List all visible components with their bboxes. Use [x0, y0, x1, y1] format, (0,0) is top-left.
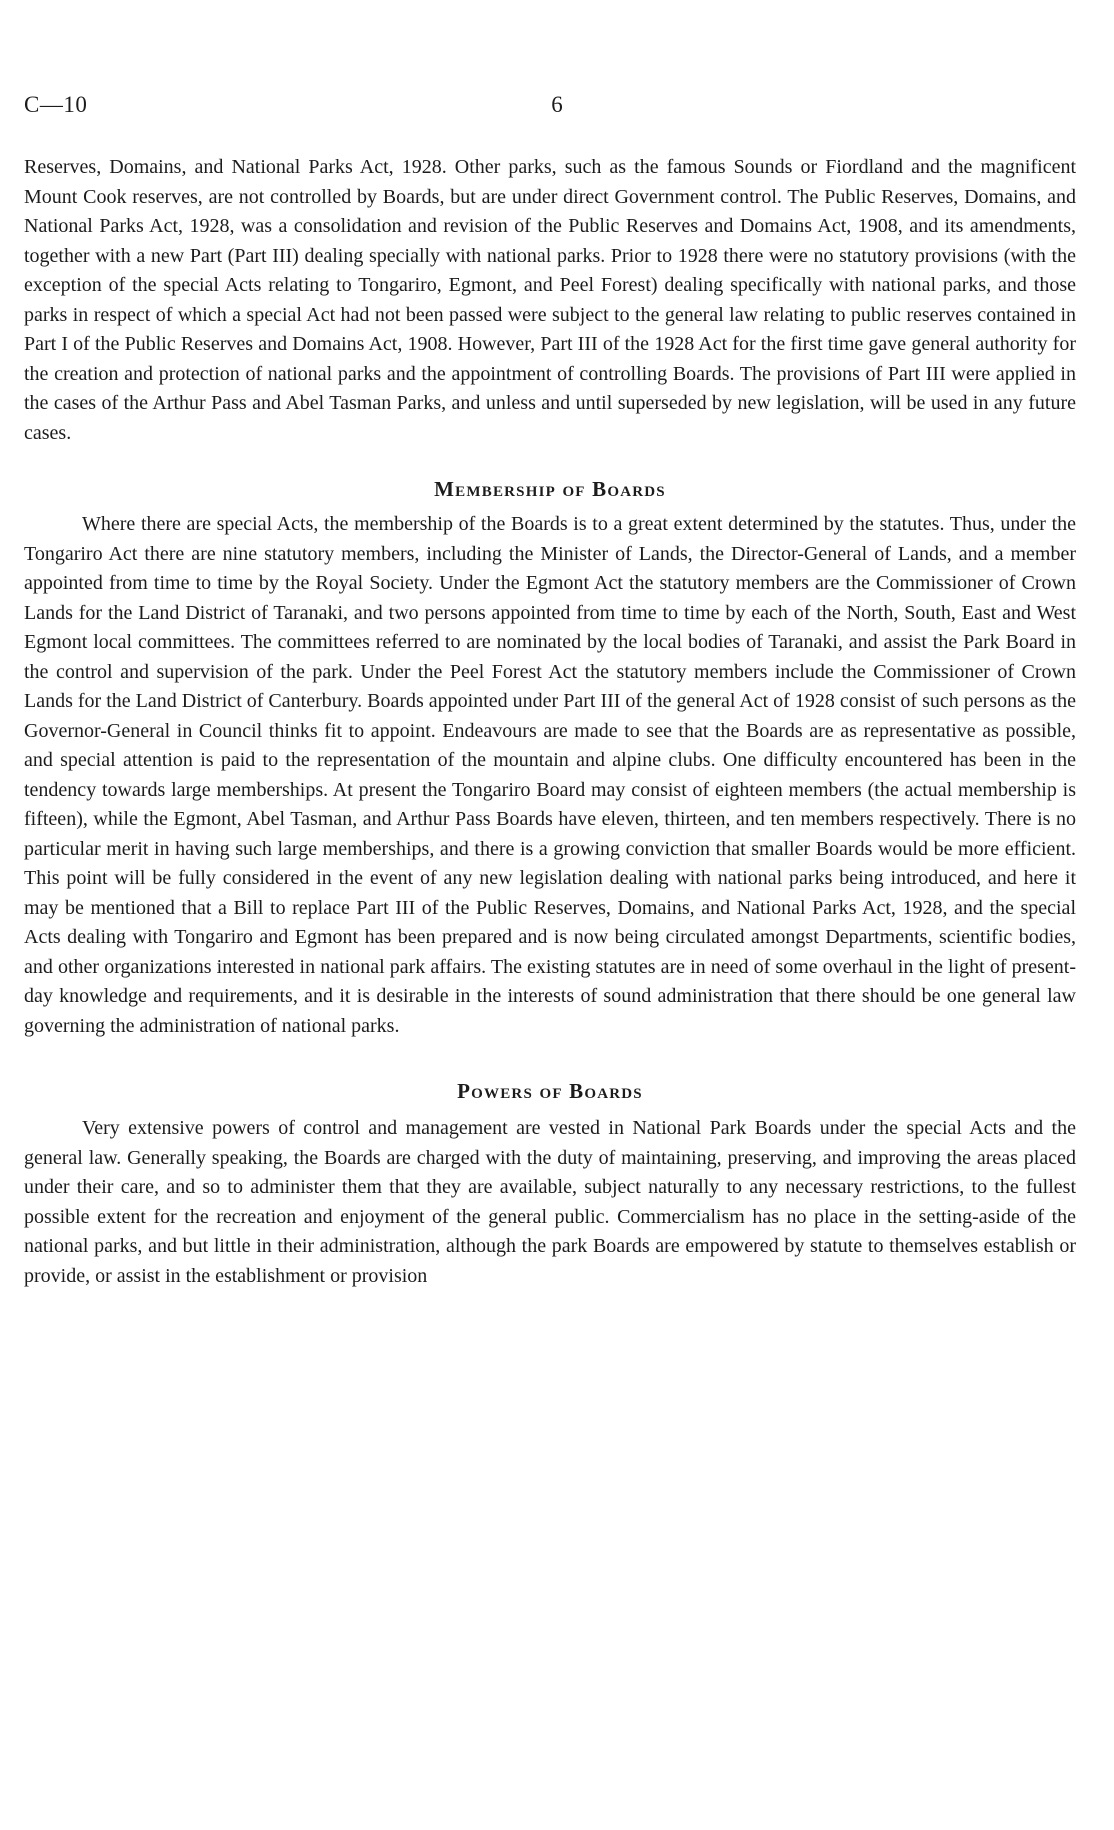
body-text — [24, 153, 1076, 1291]
paragraph-membership-of-boards: Where there are special Acts, the membership of the Boards is to a great extent determined by the statutes. Thus, under the Tongariro Act there are nine statutory members, including the Minister of Lands, the Director-General of Lands, and a member appointed from time to time by the Royal Society. Under the Egmont Act the statutory members are the Commissioner of Crown Lands for the Land District of Taranaki, and two persons appointed from time to time by each of the North, South, East and West Egmont local committees. The committees referred to are nominated by the local bodies of Taranaki, and assist the Park Board in the control and supervision of the park. Under the Peel Forest Act the statutory members include the Commissioner of Crown Lands for the Land District of Canterbury. Boards appointed under Part III of the general Act of 1928 consist of such persons as the Governor-General in Council thinks fit to appoint. Endeavours are made to see that the Boards are as representative as possible, and special attention is paid to the representation of the mountain and alpine clubs. One difficulty encountered has been in the tendency towards large memberships. At present the Tongariro Board may consist of eighteen members (the actual membership is fifteen), while the Egmont, Abel Tasman, and Arthur Pass Boards have eleven, thirteen, and ten members respectively. There is no particular merit in having such large memberships, and there is a growing conviction that smaller Boards would be more efficient. This point will be fully considered in the event of any new legislation dealing with national parks being introduced, and here it may be mentioned that a Bill to replace Part III of the Public Reserves, Domains, and National Parks Act, 1928, and the special Acts dealing with Tongariro and Egmont has been prepared and is now being circulated amongst Departments, scientific bodies, and other organizations interested in national park affairs. The existing statutes are in need of some overhaul in the light of present-day knowledge and requirements, and it is desirable in the interests of sound administration that there should be one general law governing the administration of national parks. — [24, 513, 1076, 1037]
parliamentary-paper-reference: C—10 — [24, 92, 88, 117]
page-number: 6 — [551, 92, 563, 117]
paragraph-national-parks-act: Reserves, Domains, and National Parks Act, 1928. Other parks, such as the famous Sounds or Fiordland and the magnificent Mount Cook reserves, are not controlled by Boards, but are under direct Government control. The Public Reserves, Domains, and National Parks Act, 1928, was a consolidation and revision of the Public Reserves and Domains Act, 1908, and its amendments, together with a new Part (Part III) dealing specially with national parks. Prior to 1928 there were no statutory provisions (with the exception of the special Acts relating to Tongariro, Egmont, and Peel Forest) dealing specifically with national parks, and those parks in respect of which a special Act had not been passed were subject to the general law relating to public reserves contained in Part I of the Public Reserves and Domains Act, 1908. However, Part III of the 1928 Act for the first time gave general authority for the creation and protection of national parks and the appointment of controlling Boards. The provisions of Part III were applied in the cases of the Arthur Pass and Abel Tasman Parks, and unless and until superseded by new legislation, will be used in any future cases. — [24, 156, 1076, 444]
section-heading-membership-of-boards: Membership of Boards — [434, 477, 666, 501]
section-heading-powers-of-boards: Powers of Boards — [457, 1079, 643, 1103]
paragraph-powers-of-boards: Very extensive powers of control and management are vested in National Park Boards under the special Acts and the general law. Generally speaking, the Boards are charged with the duty of maintaining, preserving, and improving the areas placed under their care, and so to administer them that they are available, subject naturally to any necessary restrictions, to the fullest possible extent for the recreation and enjoyment of the general public. Commercialism has no place in the setting-aside of the national parks, and but little in their administration, although the park Boards are empowered by statute to themselves establish or provide, or assist in the establishment or provision — [24, 1117, 1076, 1287]
page-header — [0, 92, 1114, 122]
